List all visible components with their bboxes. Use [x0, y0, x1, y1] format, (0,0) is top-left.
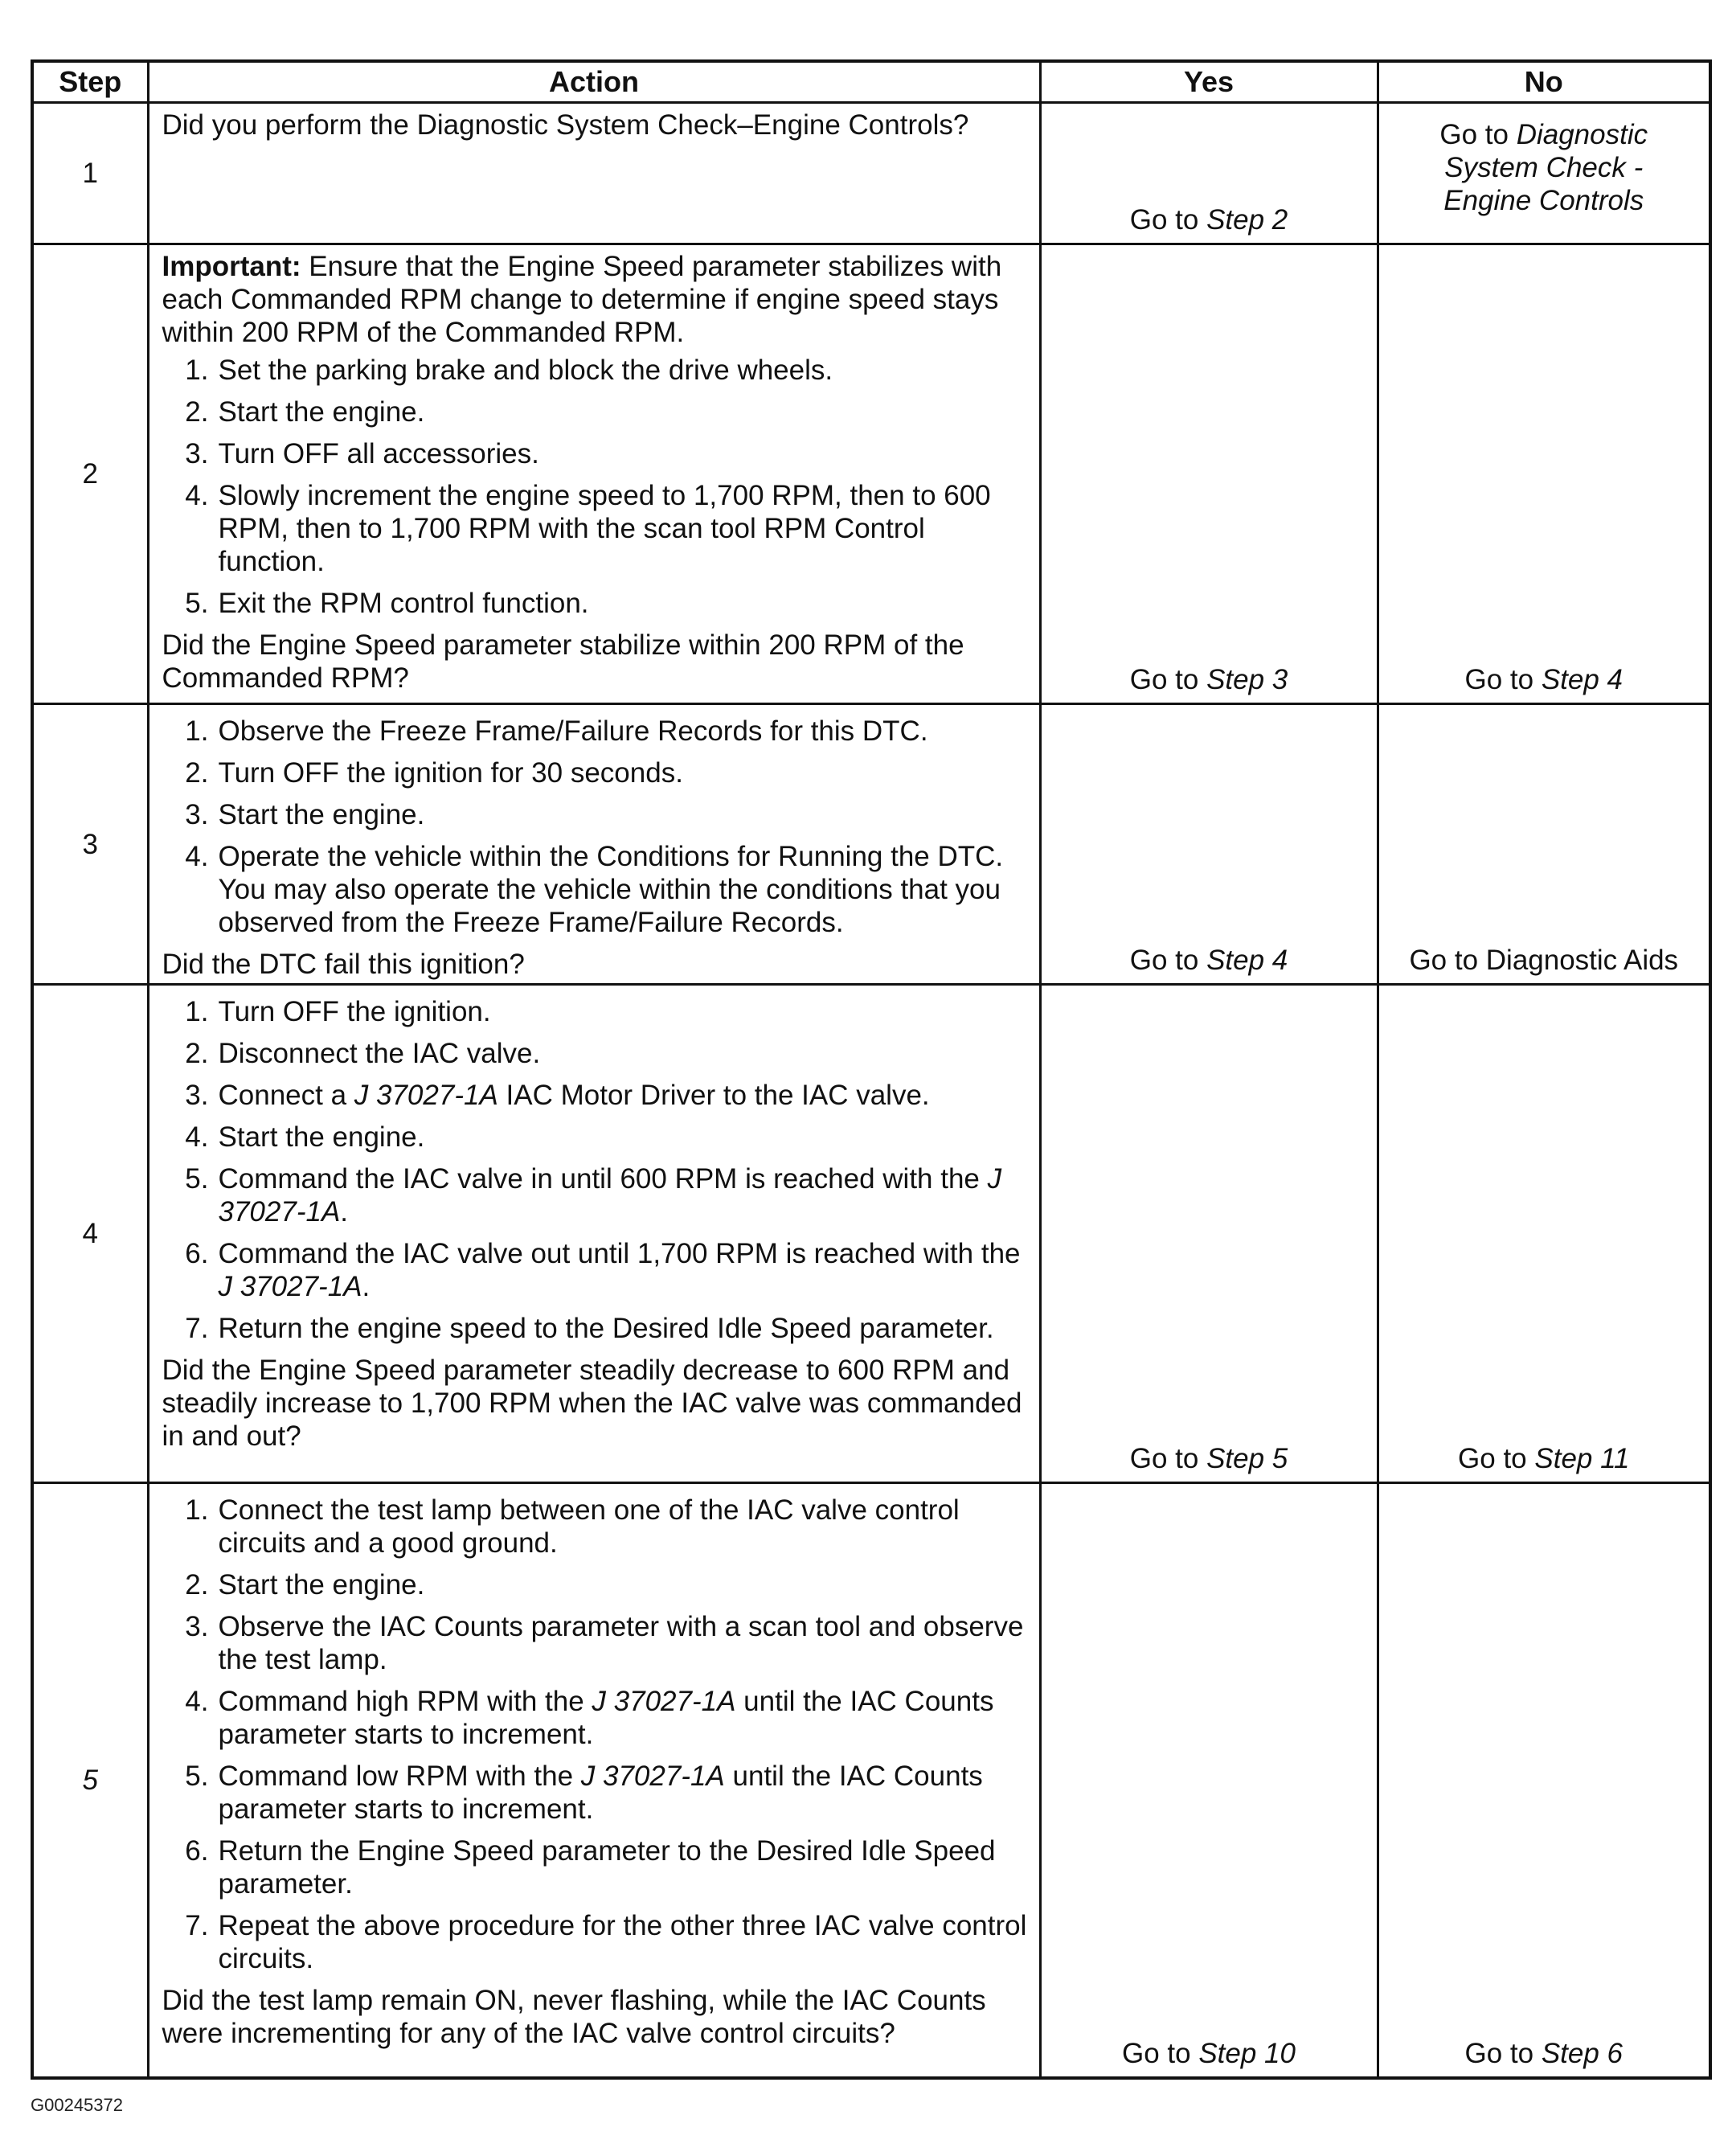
list-item — [162, 437, 1030, 470]
procedure-list — [162, 715, 1030, 939]
yes-target: Step 10 — [1198, 2037, 1296, 2069]
item-text: Start the engine. — [218, 1569, 425, 1601]
no-prefix: Go to — [1439, 119, 1517, 150]
list-item — [162, 715, 1030, 748]
item-text: Observe the Freeze Frame/Failure Records for this DTC. — [218, 715, 928, 747]
action-cell — [148, 1483, 1040, 2078]
item-number: 3. — [185, 1611, 209, 1642]
item-text: Start the engine. — [218, 799, 425, 830]
yes-cell — [1040, 244, 1378, 704]
diagnostic-table — [31, 59, 1712, 2080]
table-row — [32, 103, 1710, 244]
header-no: No — [1378, 61, 1710, 103]
list-item — [162, 396, 1030, 428]
item-text: Turn OFF all accessories. — [218, 438, 539, 469]
no-cell — [1378, 244, 1710, 704]
step-number: 1 — [32, 103, 148, 244]
item-number: 4. — [185, 480, 209, 511]
table-row — [32, 244, 1710, 704]
item-number: 5. — [185, 1163, 209, 1195]
item-text: Slowly increment the engine speed to 1,700 RPM, then to 600 RPM, then to 1,700 RPM with the scan tool RPM Control function. — [218, 480, 991, 577]
procedure-list — [162, 995, 1030, 1345]
list-item — [162, 1909, 1030, 1975]
no-prefix: Go to — [1464, 2037, 1542, 2069]
list-item — [162, 587, 1030, 620]
header-action: Action — [148, 61, 1040, 103]
item-text-post: . — [340, 1196, 349, 1228]
yes-cell — [1040, 704, 1378, 985]
item-number: 4. — [185, 841, 209, 872]
list-item — [162, 1037, 1030, 1070]
yes-target: Step 2 — [1206, 204, 1288, 236]
list-item — [162, 354, 1030, 387]
item-text: Set the parking brake and block the drive wheels. — [218, 355, 833, 386]
list-item — [162, 1834, 1030, 1900]
item-number: 3. — [185, 438, 209, 469]
item-number: 7. — [185, 1910, 209, 1941]
item-number: 5. — [185, 588, 209, 619]
step-number: 2 — [32, 244, 148, 704]
no-cell — [1378, 103, 1710, 244]
item-text-pre: Command the IAC valve out until 1,700 RPM is reached with the — [218, 1238, 1021, 1269]
figure-code: G00245372 — [31, 2095, 123, 2115]
item-text — [219, 1237, 1030, 1303]
no-target: System Check - — [1444, 152, 1644, 183]
list-item — [162, 1494, 1030, 1560]
yes-cell — [1040, 103, 1378, 244]
question-text: Did the Engine Speed parameter steadily decrease to 600 RPM and steadily increase to 1,700 RPM when the IAC valve was commanded in and out? — [162, 1355, 1022, 1452]
item-text-pre: Command the IAC valve in until 600 RPM is reached with the — [218, 1163, 988, 1195]
no-cell — [1378, 985, 1710, 1483]
item-text — [219, 1685, 1030, 1751]
item-number: 3. — [185, 799, 209, 830]
no-prefix: Go to — [1458, 1443, 1535, 1474]
no-text: Go to Diagnostic Aids — [1409, 945, 1679, 976]
item-text — [219, 1760, 1030, 1826]
list-item — [162, 1312, 1030, 1345]
yes-target: Step 4 — [1206, 945, 1288, 976]
item-number: 5. — [185, 1760, 209, 1792]
important-note — [162, 250, 1030, 349]
item-number: 1. — [185, 355, 209, 386]
item-number: 1. — [185, 1494, 209, 1526]
question-text: Did you perform the Diagnostic System Check–Engine Controls? — [162, 109, 969, 141]
yes-prefix: Go to — [1129, 1443, 1207, 1474]
list-item — [162, 995, 1030, 1028]
item-text-post: until the IAC Counts parameter starts to increment. — [218, 1686, 994, 1750]
item-number: 4. — [185, 1121, 209, 1153]
item-text-post: . — [362, 1271, 371, 1302]
item-text-pre: Connect a — [218, 1080, 354, 1111]
action-cell — [148, 103, 1040, 244]
item-text: Operate the vehicle within the Conditions for Running the DTC. You may also operate the vehicle within the conditions that you observed from the Freeze Frame/Failure Records. — [218, 841, 1004, 938]
list-item — [162, 840, 1030, 939]
procedure-list — [162, 354, 1030, 620]
item-number: 3. — [185, 1080, 209, 1111]
list-item — [162, 1685, 1030, 1751]
yes-cell — [1040, 985, 1378, 1483]
item-text: Turn OFF the ignition for 30 seconds. — [218, 757, 683, 789]
tool-name: J 37027-1A — [580, 1760, 725, 1792]
item-number: 2. — [185, 396, 209, 428]
item-number: 2. — [185, 757, 209, 789]
item-text: Start the engine. — [218, 396, 425, 428]
list-item — [162, 479, 1030, 578]
tool-name: J 37027-1A — [218, 1163, 1002, 1228]
no-target: Diagnostic — [1516, 119, 1648, 150]
yes-target: Step 5 — [1206, 1443, 1288, 1474]
tool-name: J 37027-1A — [354, 1080, 498, 1111]
list-item — [162, 1162, 1030, 1228]
table-row — [32, 985, 1710, 1483]
no-target: Step 6 — [1541, 2037, 1623, 2069]
item-text: Connect the test lamp between one of the IAC valve control circuits and a good ground. — [218, 1494, 960, 1559]
action-cell — [148, 244, 1040, 704]
procedure-list — [162, 1494, 1030, 1975]
yes-prefix: Go to — [1122, 2037, 1199, 2069]
step-number: 5 — [32, 1483, 148, 2078]
question-text: Did the test lamp remain ON, never flashing, while the IAC Counts were incrementing for any of the IAC valve control circuits? — [162, 1985, 986, 2049]
item-text: Observe the IAC Counts parameter with a scan tool and observe the test lamp. — [218, 1611, 1024, 1675]
item-number: 6. — [185, 1835, 209, 1867]
yes-prefix: Go to — [1129, 945, 1207, 976]
item-text-post: until the IAC Counts parameter starts to increment. — [218, 1760, 983, 1825]
item-text: Return the engine speed to the Desired Idle Speed parameter. — [218, 1313, 994, 1344]
list-item — [162, 1121, 1030, 1154]
no-target: Step 4 — [1541, 664, 1623, 695]
item-text: Exit the RPM control function. — [218, 588, 589, 619]
step-number: 3 — [32, 704, 148, 985]
table-row — [32, 704, 1710, 985]
header-step: Step — [32, 61, 148, 103]
item-number: 6. — [185, 1238, 209, 1269]
table-row — [32, 1483, 1710, 2078]
item-text: Turn OFF the ignition. — [218, 996, 491, 1027]
item-text-pre: Command high RPM with the — [218, 1686, 592, 1717]
no-cell — [1378, 704, 1710, 985]
no-cell — [1378, 1483, 1710, 2078]
header-yes: Yes — [1040, 61, 1378, 103]
item-number: 4. — [185, 1686, 209, 1717]
list-item — [162, 1760, 1030, 1826]
action-cell — [148, 985, 1040, 1483]
item-text — [219, 1079, 1030, 1112]
item-text-pre: Command low RPM with the — [218, 1760, 581, 1792]
no-target: Engine Controls — [1443, 185, 1644, 216]
item-text: Disconnect the IAC valve. — [218, 1038, 541, 1069]
item-text — [219, 1162, 1030, 1228]
list-item — [162, 1568, 1030, 1601]
no-prefix: Go to — [1464, 664, 1542, 695]
item-number: 7. — [185, 1313, 209, 1344]
question-text: Did the DTC fail this ignition? — [162, 949, 525, 980]
list-item — [162, 1610, 1030, 1676]
important-text: Ensure that the Engine Speed parameter stabilizes with each Commanded RPM change to determine if engine speed stays within 200 RPM of the Commanded RPM. — [162, 251, 1002, 348]
item-number: 1. — [185, 996, 209, 1027]
no-target: Step 11 — [1534, 1443, 1630, 1474]
action-cell — [148, 704, 1040, 985]
item-text: Repeat the above procedure for the other three IAC valve control circuits. — [218, 1910, 1027, 1974]
item-number: 2. — [185, 1569, 209, 1601]
header-row — [32, 61, 1710, 103]
tool-name: J 37027-1A — [592, 1686, 736, 1717]
item-number: 1. — [185, 715, 209, 747]
yes-target: Step 3 — [1206, 664, 1288, 695]
important-label: Important: — [162, 251, 301, 282]
tool-name: J 37027-1A — [218, 1271, 362, 1302]
item-text: Start the engine. — [218, 1121, 425, 1153]
question-text: Did the Engine Speed parameter stabilize within 200 RPM of the Commanded RPM? — [162, 629, 964, 694]
item-text-post: IAC Motor Driver to the IAC valve. — [497, 1080, 930, 1111]
step-number: 4 — [32, 985, 148, 1483]
yes-cell — [1040, 1483, 1378, 2078]
yes-prefix: Go to — [1129, 204, 1207, 236]
list-item — [162, 1237, 1030, 1303]
yes-prefix: Go to — [1129, 664, 1207, 695]
item-number: 2. — [185, 1038, 209, 1069]
list-item — [162, 798, 1030, 831]
item-text: Return the Engine Speed parameter to the Desired Idle Speed parameter. — [218, 1835, 996, 1900]
list-item — [162, 756, 1030, 789]
list-item — [162, 1079, 1030, 1112]
